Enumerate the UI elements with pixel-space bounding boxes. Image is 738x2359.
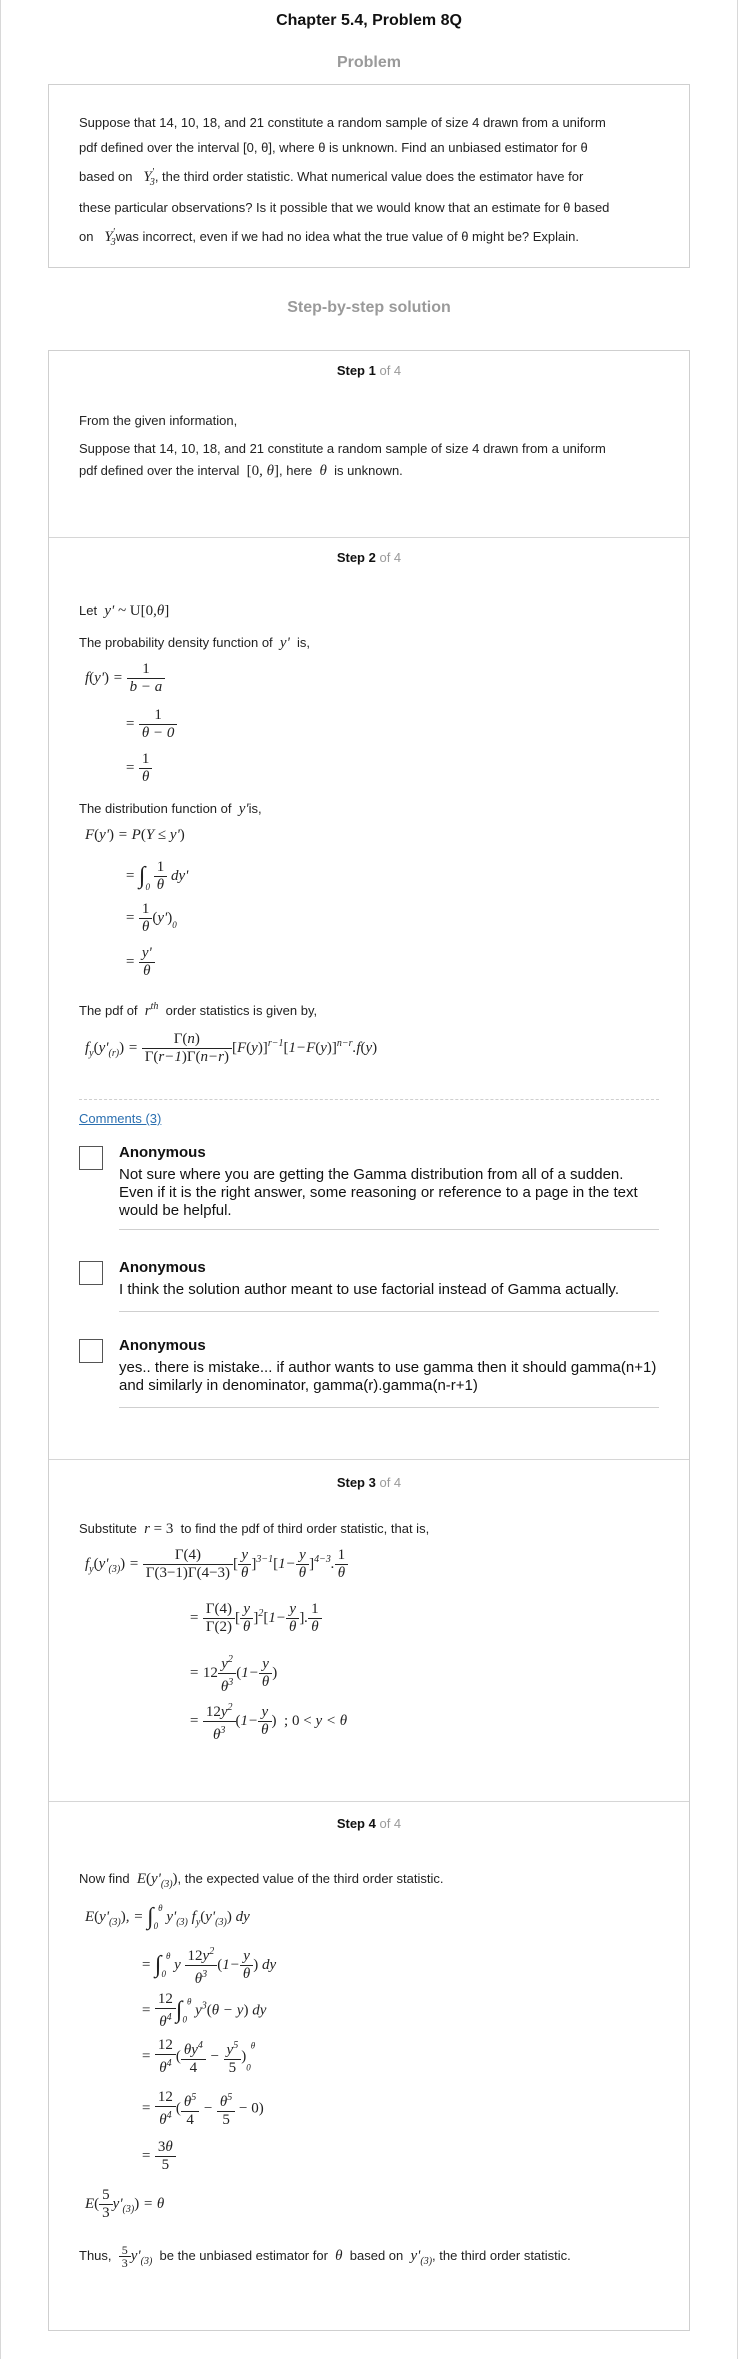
problem-line: pdf defined over the interval [0, θ], where θ is unknown. Find an unbiased estimator for θ [79, 140, 588, 155]
eq-cdf-2: = $\int_0$ $\frac{1}{\theta}$ dy' [125, 859, 189, 893]
step3-text-part: Substitute [79, 1521, 137, 1536]
step2-order-text [79, 997, 317, 1021]
solution-label: Step-by-step solution [287, 299, 451, 316]
comment-item [79, 1259, 659, 1319]
step3-heading [49, 1475, 689, 1490]
problem-line: Suppose that 14, 10, 18, and 21 constitute a random sample of size 4 drawn from a uniform [79, 115, 606, 130]
math-r3: r = 3 [144, 1521, 174, 1537]
step4-text-part: Now find [79, 1871, 130, 1886]
comment-divider [119, 1229, 659, 1230]
eq-step3-4: = $\frac{12y^2}{\theta^3}$ (1− $\frac{y}{\theta}$ ) ; 0 < y < θ [189, 1699, 347, 1744]
problem-line-part: , the third order statistic. What numerical value does the estimator have for [154, 169, 584, 184]
step2-let [79, 601, 169, 621]
step1-heading [49, 363, 689, 378]
problem-line: these particular observations? Is it possible that we would know that an estimate for θ based [79, 200, 610, 215]
problem-line [79, 220, 659, 255]
problem-statement [79, 110, 659, 255]
step-of: of 4 [379, 1475, 402, 1490]
math-estimator: $\frac{5}{3}$ $y'_{(3)}$ [119, 2248, 153, 2264]
eq-pdf-1: f(y') = $\frac{1}{b - a}$ [85, 661, 165, 696]
comment-item [79, 1144, 659, 1224]
step2-heading [49, 550, 689, 565]
step-divider [49, 537, 689, 538]
problem-line-part: on [79, 229, 94, 244]
step1-text-part: , here [279, 463, 313, 478]
eq-step4-2: = $\int_0^\theta$ y $\frac{12y^2}{\theta^3}$ (1− $\frac{y}{\theta}$ ) dy [141, 1943, 276, 1988]
eq-cdf-4: = $\frac{y'}{\theta}$ [125, 945, 155, 980]
math-theta: θ [335, 2248, 343, 2264]
comment-author: Anonymous [119, 1259, 206, 1276]
step-divider [49, 1459, 689, 1460]
eq-step4-7: E( $\frac{5}{3}$ $y'_{(3)}) = \theta$ [85, 2187, 165, 2221]
problem-line-part: was incorrect, even if we had no idea what the true value of θ might be? Explain. [115, 229, 580, 244]
step2-pdf-text [79, 633, 310, 653]
solution-box [48, 350, 690, 2331]
comment-avatar [79, 1261, 103, 1285]
comment-text: I think the solution author meant to use factorial instead of Gamma actually. [119, 1281, 619, 1298]
eq-step4-6: = $\frac{3\theta}{5}$ [141, 2139, 176, 2174]
comment-avatar [79, 1339, 103, 1363]
step-title: Step 3 [336, 1475, 376, 1490]
math-yprime: y' [238, 801, 249, 817]
step2-text-part: The distribution function of [79, 801, 232, 816]
step2-text-part: is, [297, 635, 311, 650]
eq-step4-5: = $\frac{12}{\theta^4}$ ( $\frac{\theta^5}{4}$ − $\frac{\theta^5}{5}$ − 0) [141, 2089, 264, 2128]
problem-line-part: based on [79, 169, 133, 184]
step4-text-part: Thus, [79, 2248, 112, 2263]
step-title: Step 1 [336, 363, 376, 378]
step3-text [79, 1519, 429, 1539]
step4-conclusion [79, 2241, 571, 2277]
comment-divider [119, 1311, 659, 1312]
problem-line [79, 160, 659, 195]
math-y3: $Y'_3$ [143, 167, 155, 188]
eq-pdf-2: = $\frac{1}{\theta - 0}$ [125, 707, 177, 742]
math-yprime3: $y'_{(3)}$ [410, 2248, 433, 2267]
step-title: Step 4 [336, 1816, 376, 1831]
eq-step3-3: = 12 $\frac{y^2}{\theta^3}$ (1− $\frac{y}{\theta}$ ) [189, 1651, 277, 1696]
step1-text-part: pdf defined over the interval [79, 463, 240, 478]
comments-link[interactable]: Comments (3) [79, 1111, 162, 1126]
eq-step4-3: = $\frac{12}{\theta^4}$ $\int_0^\theta$ $y^3(\theta - y)$ dy [141, 1991, 267, 2030]
step1-text: Suppose that 14, 10, 18, and 21 constitute a random sample of size 4 drawn from a uniform [79, 441, 606, 456]
step4-text-part: based on [349, 2248, 404, 2263]
math-expectation: $E(y'_{(3)})$ [136, 1871, 178, 1890]
comments-divider [79, 1099, 659, 1100]
math-theta: θ [319, 463, 327, 479]
comment-text: yes.. there is mistake... if author wants to use gamma then it should gamma(n+1) and similarly in denominator, gamma(r).gamma(n-r+1) [119, 1359, 657, 1394]
comment-text: Not sure where you are getting the Gamma distribution from all of a sudden. Even if it is the right answer, some reasoning or reference to a page in the text would be helpful. [119, 1166, 638, 1219]
problem-label: Problem [336, 54, 401, 71]
math-y3: $Y'_3$ [104, 227, 116, 248]
step1-text-part: is unknown. [334, 463, 403, 478]
eq-cdf-1: F(y') = P(Y ≤ y') [85, 827, 185, 843]
step3-text-part: to find the pdf of third order statistic, that is, [180, 1521, 430, 1536]
math-interval: [0, θ] [246, 463, 280, 479]
eq-step4-4: = $\frac{12}{\theta^4}$ ( $\frac{\theta y^4}{4}$ − $\frac{y^5}{5}$ )$_0^\theta$ [141, 2037, 256, 2076]
problem-box [48, 84, 690, 268]
step1-text [79, 461, 403, 481]
math-yprime: y' [279, 635, 290, 651]
step1-text: From the given information, [79, 413, 238, 428]
comment-author: Anonymous [119, 1144, 206, 1161]
step2-dist-text [79, 799, 262, 819]
step4-text-part: , the expected value of the third order statistic. [177, 1871, 444, 1886]
step2-text-part: The probability density function of [79, 635, 273, 650]
eq-step4-1: $E(y'_{(3)})$, = $\int_0^\theta$ $y'_{(3)}$ $f_y(y'_{(3)})$ dy [85, 1903, 250, 1931]
step4-heading [49, 1816, 689, 1831]
step2-text-part: Let [79, 603, 98, 618]
math-uniform: y' ~ U[0,θ] [104, 603, 170, 619]
step-of: of 4 [379, 363, 402, 378]
comment-avatar [79, 1146, 103, 1170]
math-r: $r^{th}$ [144, 1001, 159, 1019]
eq-cdf-3: = $\frac{1}{\theta}$ $(y')_0$ [125, 901, 177, 935]
step-of: of 4 [379, 1816, 402, 1831]
comment-item [79, 1337, 659, 1417]
eq-step3-2: = $\frac{\Gamma(4)}{\Gamma(2)}$ [ $\frac{y}{\theta}$ ]$^2$[1− $\frac{y}{\theta}$ ]. $\frac{1}{\theta}$ [189, 1601, 322, 1636]
step4-text-part: , the third order statistic. [432, 2248, 571, 2263]
step4-text [79, 1869, 443, 1895]
step2-text-part: The pdf of [79, 1003, 138, 1018]
comment-divider [119, 1407, 659, 1408]
comment-author: Anonymous [119, 1337, 206, 1354]
eq-pdf-3: = $\frac{1}{\theta}$ [125, 751, 152, 786]
step4-text-part: be the unbiased estimator for [159, 2248, 328, 2263]
chapter-title: Chapter 5.4, Problem 8Q [276, 12, 462, 29]
step2-text-part: order statistics is given by, [165, 1003, 318, 1018]
step-divider [49, 1801, 689, 1802]
step2-text-part: is, [248, 801, 262, 816]
eq-step3-1: $f_y(y'_{(3)})$ = $\frac{\Gamma(4)}{\Gamma(3-1)\Gamma(4-3)}$ [ $\frac{y}{\theta}$ ]$^{3-1}$[1− $\frac{y}{\theta}$ ]$^{4-3}$. $\frac{1}{\theta}$ [85, 1547, 348, 1582]
step-title: Step 2 [336, 550, 376, 565]
eq-order-stat: $f_y(y'_{(r)})$ = $\frac{\Gamma(n)}{\Gamma(r-1)\Gamma(n-r)}$ $[F(y)]^{r-1}[1-F(y)]^{n-r}.f(y)$ [85, 1031, 378, 1065]
step-of: of 4 [379, 550, 402, 565]
